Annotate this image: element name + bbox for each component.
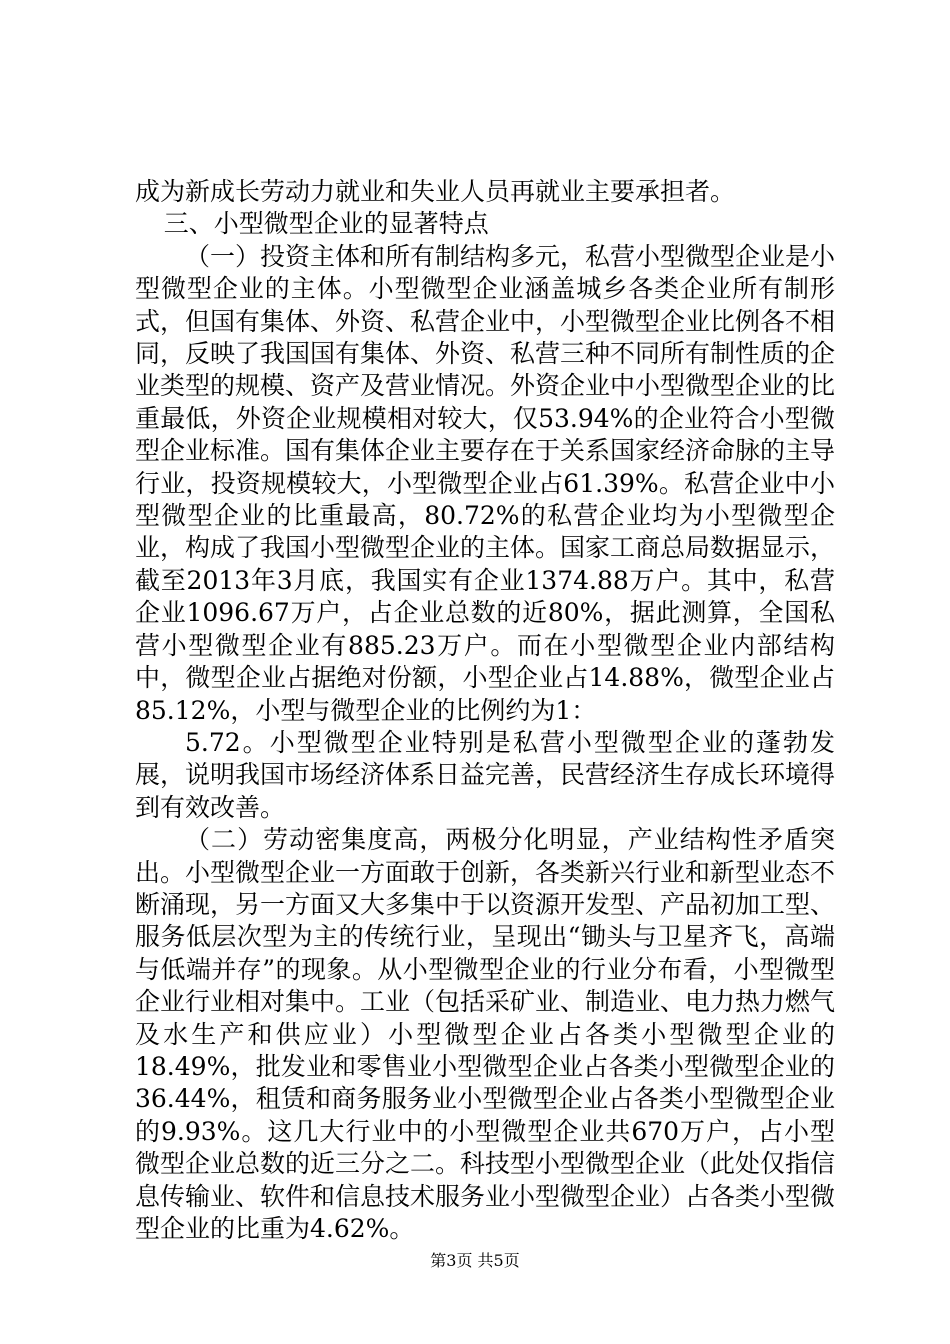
paragraph-3: （二）劳动密集度高，两极分化明显，产业结构性矛盾突出。小型微型企业一方面敢于创新，各类新兴行业和新型业态不断涌现，另一方面又大多集中于以资源开发型、产品初加工型、服务低层次型为主的传统行业，呈现出“锄头与卫星齐飞，高端与低端并存”的现象。从小型微型企业的行业分布看，小型微型企业行业相对集中。工业（包括采矿业、制造业、电力热力燃气及水生产和供应业）小型微型企业占各类小型微型企业的18.49%，批发业和零售业小型微型企业占各类小型微型企业的36.44%，租赁和商务服务业小型微型企业占各类小型微型企业的9.93%。这几大行业中的小型微型企业共670万户，占小型微型企业总数的近三分之二。科技型小型微型企业（此处仅指信息传输业、软件和信息技术服务业小型微型企业）占各类小型微型企业的比重为4.62%。: [135, 825, 836, 1243]
paragraph-continuation: 成为新成长劳动力就业和失业人员再就业主要承担者。: [135, 177, 736, 206]
section-heading-3: 三、小型微型企业的显著特点: [163, 209, 489, 239]
paragraph-2: 5.72。小型微型企业特别是私营小型微型企业的蓬勃发展，说明我国市场经济体系日益完善，民营经济生存成长环境得到有效改善。: [135, 727, 836, 822]
page-footer: [0, 1248, 950, 1271]
document-body: [135, 176, 835, 1245]
page-number: 第3页 共5页: [430, 1251, 520, 1270]
paragraph-1: （一）投资主体和所有制结构多元，私营小型微型企业是小型微型企业的主体。小型微型企业涵盖城乡各类企业所有制形式，但国有集体、外资、私营企业中，小型微型企业比例各不相同，反映了我国国有集体、外资、私营三种不同所有制性质的企业类型的规模、资产及营业情况。外资企业中小型微型企业的比重最低，外资企业规模相对较大，仅53.94%的企业符合小型微型企业标准。国有集体企业主要存在于关系国家经济命脉的主导行业，投资规模较大，小型微型企业占61.39%。私营企业中小型微型企业的比重最高，80.72%的私营企业均为小型微型企业，构成了我国小型微型企业的主体。国家工商总局数据显示，截至2013年3月底，我国实有企业1374.88万户。其中，私营企业1096.67万户，占企业总数的近80%，据此测算，全国私营小型微型企业有885.23万户。而在小型微型企业内部结构中，微型企业占据绝对份额，小型企业占14.88%，微型企业占85.12%，小型与微型企业的比例约为1：: [135, 241, 836, 725]
